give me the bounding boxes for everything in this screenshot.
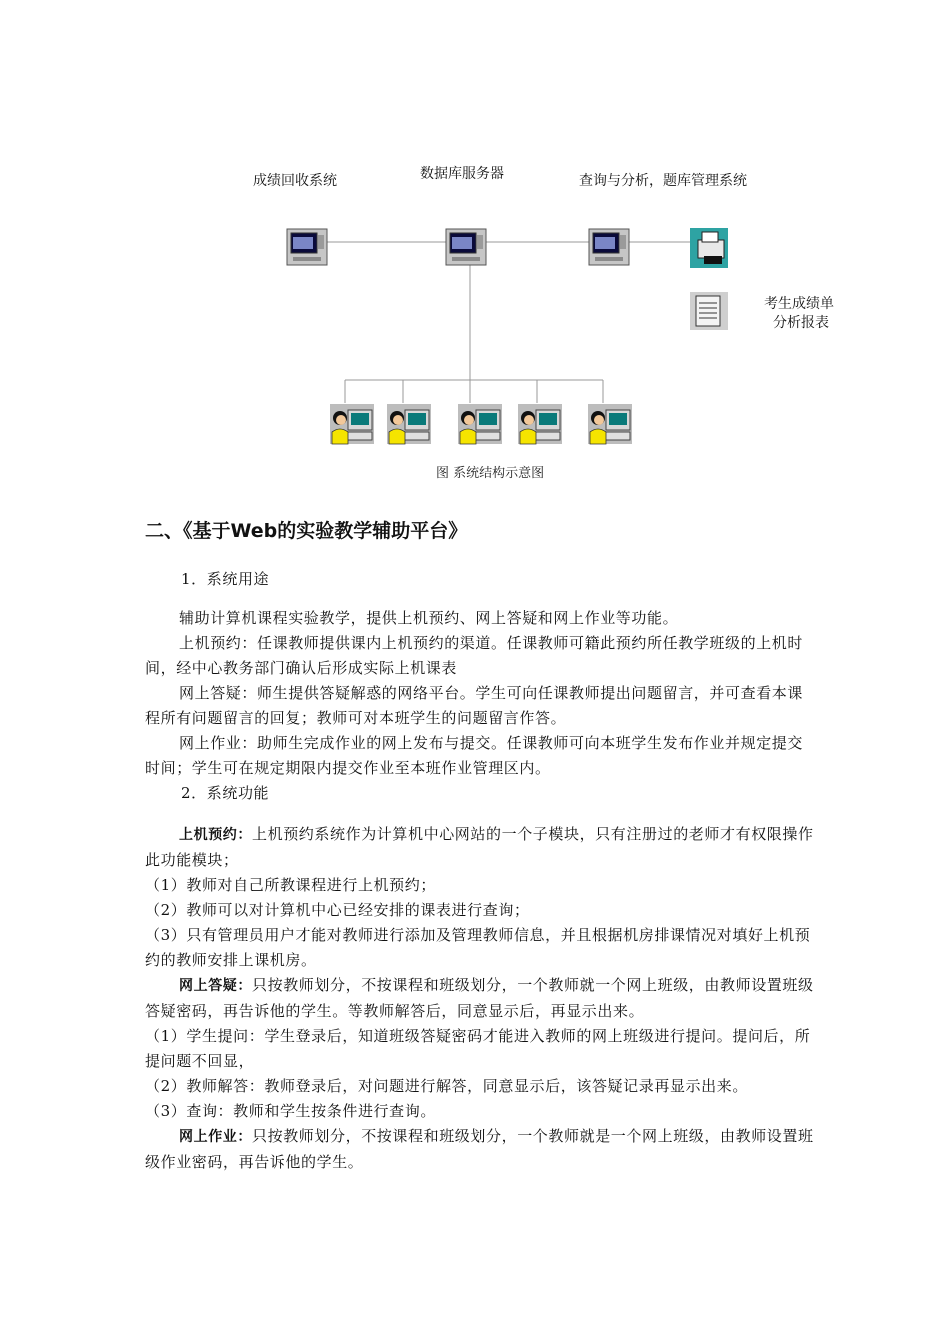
section-title: 二、《基于Web的实验教学辅助平台》	[145, 520, 468, 542]
system-structure-diagram	[0, 0, 950, 500]
reservation-label: 上机预约：	[179, 827, 252, 843]
homework-function	[145, 1124, 815, 1175]
reservation-function	[145, 822, 815, 873]
reservation-paragraph: 上机预约：任课教师提供课内上机预约的渠道。任课教师可籍此预约所任教学班级的上机时间，经中心教务部门确认后形成实际上机课表	[145, 634, 804, 677]
list-item: （2）教师可以对计算机中心已经安排的课表进行查询；	[145, 901, 530, 919]
list-item: （1）教师对自己所教课程进行上机预约；	[145, 876, 436, 894]
computer-icon	[287, 229, 327, 265]
user-workstation-icon	[387, 404, 431, 444]
figure-caption: 图 系统结构示意图	[436, 466, 545, 481]
document-icon	[690, 292, 728, 330]
homework-text: 只按教师划分，不按课程和班级划分，一个教师就是一个网上班级，由教师设置班级作业密码，再告诉他的学生。	[145, 1127, 814, 1171]
label-report-line2: 分析报表	[773, 315, 829, 331]
label-database-server: 数据库服务器	[420, 166, 504, 182]
user-workstation-icon	[330, 404, 374, 444]
list-item: （2）教师解答：教师登录后，对问题进行解答，同意显示后，该答疑记录再显示出来。	[145, 1077, 748, 1095]
computer-icon	[589, 229, 629, 265]
label-query-analysis: 查询与分析，题库管理系统	[579, 173, 747, 189]
user-workstation-icon	[458, 404, 502, 444]
network-lines	[0, 0, 950, 500]
system-functions	[145, 822, 815, 1175]
subheading-functions: 2．系统功能	[181, 784, 270, 802]
system-purpose	[145, 567, 815, 806]
printer-icon	[690, 228, 728, 268]
list-item: （3）查询：教师和学生按条件进行查询。	[145, 1102, 436, 1120]
subheading-purpose: 1．系统用途	[181, 570, 270, 588]
qa-function	[145, 973, 815, 1024]
list-item: （3）只有管理员用户才能对教师进行添加及管理教师信息，并且根据机房排课情况对填好上机预约的教师安排上课机房。	[145, 926, 811, 969]
label-score-collection: 成绩回收系统	[253, 173, 337, 189]
user-workstation-icon	[588, 404, 632, 444]
user-workstation-icon	[518, 404, 562, 444]
qa-label: 网上答疑：	[179, 978, 252, 994]
homework-label: 网上作业：	[179, 1129, 252, 1145]
purpose-paragraph: 辅助计算机课程实验教学，提供上机预约、网上答疑和网上作业等功能。	[179, 609, 679, 627]
qa-paragraph: 网上答疑：师生提供答疑解惑的网络平台。学生可向任课教师提出问题留言，并可查看本课程所有问题留言的回复；教师可对本班学生的问题留言作答。	[145, 684, 804, 727]
reservation-text: 上机预约系统作为计算机中心网站的一个子模块，只有注册过的老师才有权限操作此功能模块；	[145, 825, 814, 869]
list-item: （1）学生提问：学生登录后，知道班级答疑密码才能进入教师的网上班级进行提问。提问后，所提问题不回显，	[145, 1027, 811, 1070]
homework-paragraph: 网上作业：助师生完成作业的网上发布与提交。任课教师可向本班学生发布作业并规定提交时间；学生可在规定期限内提交作业至本班作业管理区内。	[145, 734, 804, 777]
qa-text: 只按教师划分，不按课程和班级划分，一个教师就一个网上班级，由教师设置班级答疑密码，再告诉他的学生。等教师解答后，同意显示后，再显示出来。	[145, 976, 814, 1020]
computer-icon	[446, 229, 486, 265]
label-report-line1: 考生成绩单	[764, 296, 834, 312]
